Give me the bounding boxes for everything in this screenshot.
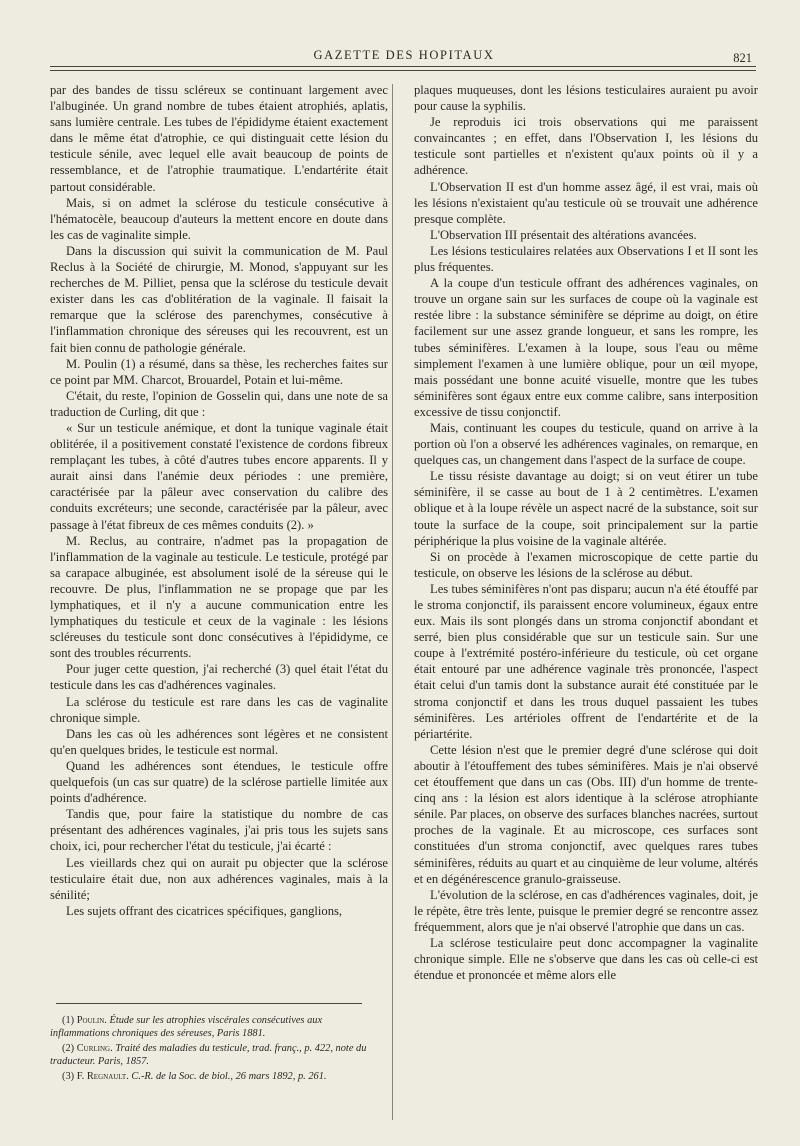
running-head: GAZETTE DES HOPITAUX [313, 48, 495, 62]
paragraph: La sclérose du testicule est rare dans les cas de vaginalite chronique simple. [50, 694, 388, 725]
paragraph: M. Reclus, au contraire, n'admet pas la propagation de l'inflammation de la vaginale au testicule. Le testicule, protégé par sa carapace albuginée, est absolument isolé de la séreuse qui le recouvre. De plus, l'inflammation ne se propage que par les lymphatiques, et il n'y a aucune communication entre les lymphatiques du testicule et ceux de la vaginale : les lésions scléreuses du testicule sont donc consécutives à l'épididyme, ce sont des troubles récurrents. [50, 533, 388, 661]
paragraph: A la coupe d'un testicule offrant des adhérences vaginales, on trouve un organe sain sur les surfaces de coupe où la vaginale est restée libre : la substance séminifère se déprime au doigt, on étire facilement sur une assez grande longueur, et sans les rompre, les tubes séminifères. L'examen à la loupe, sous l'eau ou même simplement l'examen à une lumière oblique, pour un œil myope, mais possédant une bonne acuité visuelle, montre que les tubes séminifères sont égaux entre eux comme calibre, sans interposition excessive de tissu conjonctif. [414, 276, 758, 419]
paragraph: Le tissu résiste davantage au doigt; si on veut étirer un tube séminifère, il se casse au bout de 1 à 2 centimètres. L'examen oblique et à la loupe révèle un aspect nacré de la substance, soit sur toute la surface de la coupe, soit principalement sur la partie périphérique la plus voisine de la vaginale altérée. [414, 469, 758, 548]
footnote-1: (1) Poulin. Étude sur les atrophies viscérales consécutives aux inflammations chroniques des séreuses, Paris 1881. [50, 1015, 323, 1040]
paragraph: Mais, si on admet la sclérose du testicule consécutive à l'hématocèle, beaucoup d'auteurs la mettent encore en doute dans les cas de vaginalite simple. [50, 195, 388, 242]
paragraph: L'évolution de la sclérose, en cas d'adhérences vaginales, doit, je le répète, être très lente, puisque le premier degré se rencontre assez fréquemment, alors que je n'ai observé l'atrophie que dans un cas. [414, 887, 758, 934]
paragraph: Les vieillards chez qui on aurait pu objecter que la sclérose testiculaire était due, non aux adhérences vaginales, mais à la sénilité; [50, 855, 388, 902]
paragraph: par des bandes de tissu scléreux se continuant largement avec l'albuginée. Un grand nombre de tubes étaient atrophiés, aplatis, sans lumière centrale. Les tubes de l'épididyme étaient exactement dans le même état d'atrophie, ce qui distinguait cette lésion du testicule sénile, avec lequel elle avait beaucoup de points de ressemblance, et de l'atrophie traumatique. L'endartérite était partout considérable. [50, 83, 388, 194]
header-rule [50, 66, 756, 67]
footnotes [50, 1014, 380, 1084]
paragraph: L'Observation III présentait des altérations avancées. [430, 227, 697, 242]
paragraph: Cette lésion n'est que le premier degré d'une sclérose qui doit aboutir à l'étouffement des tubes séminifères. Mais je n'ai observé cet étouffement que dans un cas (Obs. III) d'un homme de trente-cinq ans : la lésion est alors identique à la sclérose atrophiante sénile. Par places, on observe des surfaces blanches nacrées, surtout proches de la vaginale. Et au microscope, ces surfaces sont constituées d'un stroma conjonctif, avec quelques rares tubes séminifères, réduits au quart et au cinquième de leur volume, altérés et en dégénérescence granulo-graisseuse. [414, 742, 758, 886]
paragraph: Si on procède à l'examen microscopique de cette partie du testicule, on observe les lésions de la sclérose au début. [414, 549, 758, 580]
paragraph: Pour juger cette question, j'ai recherché (3) quel était l'état du testicule dans les cas d'adhérences vaginales. [50, 662, 388, 693]
paragraph: Les sujets offrant des cicatrices spécifiques, ganglions, [66, 903, 343, 918]
paragraph: M. Poulin (1) a résumé, dans sa thèse, les recherches faites sur ce point par MM. Charcot, Brouardel, Potain et lui-même. [50, 356, 388, 387]
paragraph: Mais, continuant les coupes du testicule, quand on arrive à la portion où l'on a observé les adhérences vaginales, on remarque, en quelques cas, un changement dans l'aspect de la surface de coupe. [414, 420, 758, 468]
quotation: « Sur un testicule anémique, et dont la tunique vaginale était oblitérée, il a positivement constaté l'existence de cordons fibreux remplaçant les tubes, à côté d'autres tubes encore apparents. Il y aurait ainsi dans l'anémie deux périodes : une première, caractérisée par la pâleur avec conservation du calibre des conduits excréteurs; une seconde, caractérisée par la pâleur, avec passage à l'état fibreux de ces mêmes conduits (2). » [50, 420, 388, 532]
paragraph: Je reproduis ici trois observations qui me paraissent convaincantes ; en effet, dans l'Observation I, les lésions du testicule sont partielles et n'existent qu'aux points où il y a adhérence. [414, 115, 758, 178]
paragraph: Les tubes séminifères n'ont pas disparu; aucun n'a été étouffé par le stroma conjonctif, ils paraissent encore volumineux, égaux entre eux. Mais ils sont plongés dans un stroma conjonctif abondant et serré, bien plus considérable que sur un testicule sain. Sur une coupe à l'extrémité postéro-inférieure du testicule, où cet organe était entouré par une adhérence vaginale très prononcée, l'aspect était celui d'un tamis dont la substance aurait été constituée par le stroma conjonctif et dans les trous duquel passaient les tubes séminifères. Les artérioles offrent de l'endartérite et de la périartérite. [414, 581, 758, 741]
left-column [50, 82, 388, 919]
paragraph: Tandis que, pour faire la statistique du nombre de cas présentant des adhérences vaginales, j'ai pris tous les sujets sans choix, ici, pour rechercher l'état du testicule, j'ai écarté : [50, 807, 388, 854]
paragraph: C'était, du reste, l'opinion de Gosselin qui, dans une note de sa traduction de Curling, dit que : [50, 388, 388, 419]
footnote-rule [56, 1003, 362, 1004]
header-rule-thin [50, 70, 756, 71]
column-divider [392, 84, 393, 1120]
page-number: 821 [733, 51, 752, 65]
right-column [414, 82, 758, 983]
paragraph: L'Observation II est d'un homme assez âgé, il est vrai, mais où les lésions n'existaient qu'au testicule où se trouvait une adhérence presque complète. [414, 179, 758, 226]
paragraph: La sclérose testiculaire peut donc accompagner la vaginalite chronique simple. Elle ne s'observe que dans les cas où celle-ci est étendue et prononcée et même alors elle [414, 935, 758, 983]
footnote-3: (3) F. Regnault. C.-R. de la Soc. de biol., 26 mars 1892, p. 261. [62, 1070, 327, 1082]
page-header [56, 48, 752, 68]
footnote-2: (2) Curling. Traité des maladies du testicule, trad. franç., p. 422, note du traducteur. Paris, 1857. [50, 1042, 367, 1068]
paragraph: plaques muqueuses, dont les lésions testiculaires auraient pu avoir pour cause la syphilis. [414, 83, 758, 114]
paragraph: Les lésions testiculaires relatées aux Observations I et II sont les plus fréquentes. [414, 243, 758, 275]
paragraph: Dans la discussion qui suivit la communication de M. Paul Reclus à la Société de chirurgie, M. Monod, s'appuyant sur les recherches de M. Pilliet, pensa que la sclérose du testicule devait exister dans les cas d'oblitération de la vaginale. Il faisait la remarque que la sclérose des parenchymes, consécutive à l'inflammation chronique des séreuses qui les recouvrent, est un fait bien connu de pathologie générale. [50, 243, 388, 355]
paragraph: Dans les cas où les adhérences sont légères et ne consistent qu'en quelques brides, le testicule est normal. [50, 726, 388, 757]
paragraph: Quand les adhérences sont étendues, le testicule offre quelquefois (un cas sur quatre) de la sclérose partielle limitée aux points d'adhérence. [50, 758, 388, 806]
